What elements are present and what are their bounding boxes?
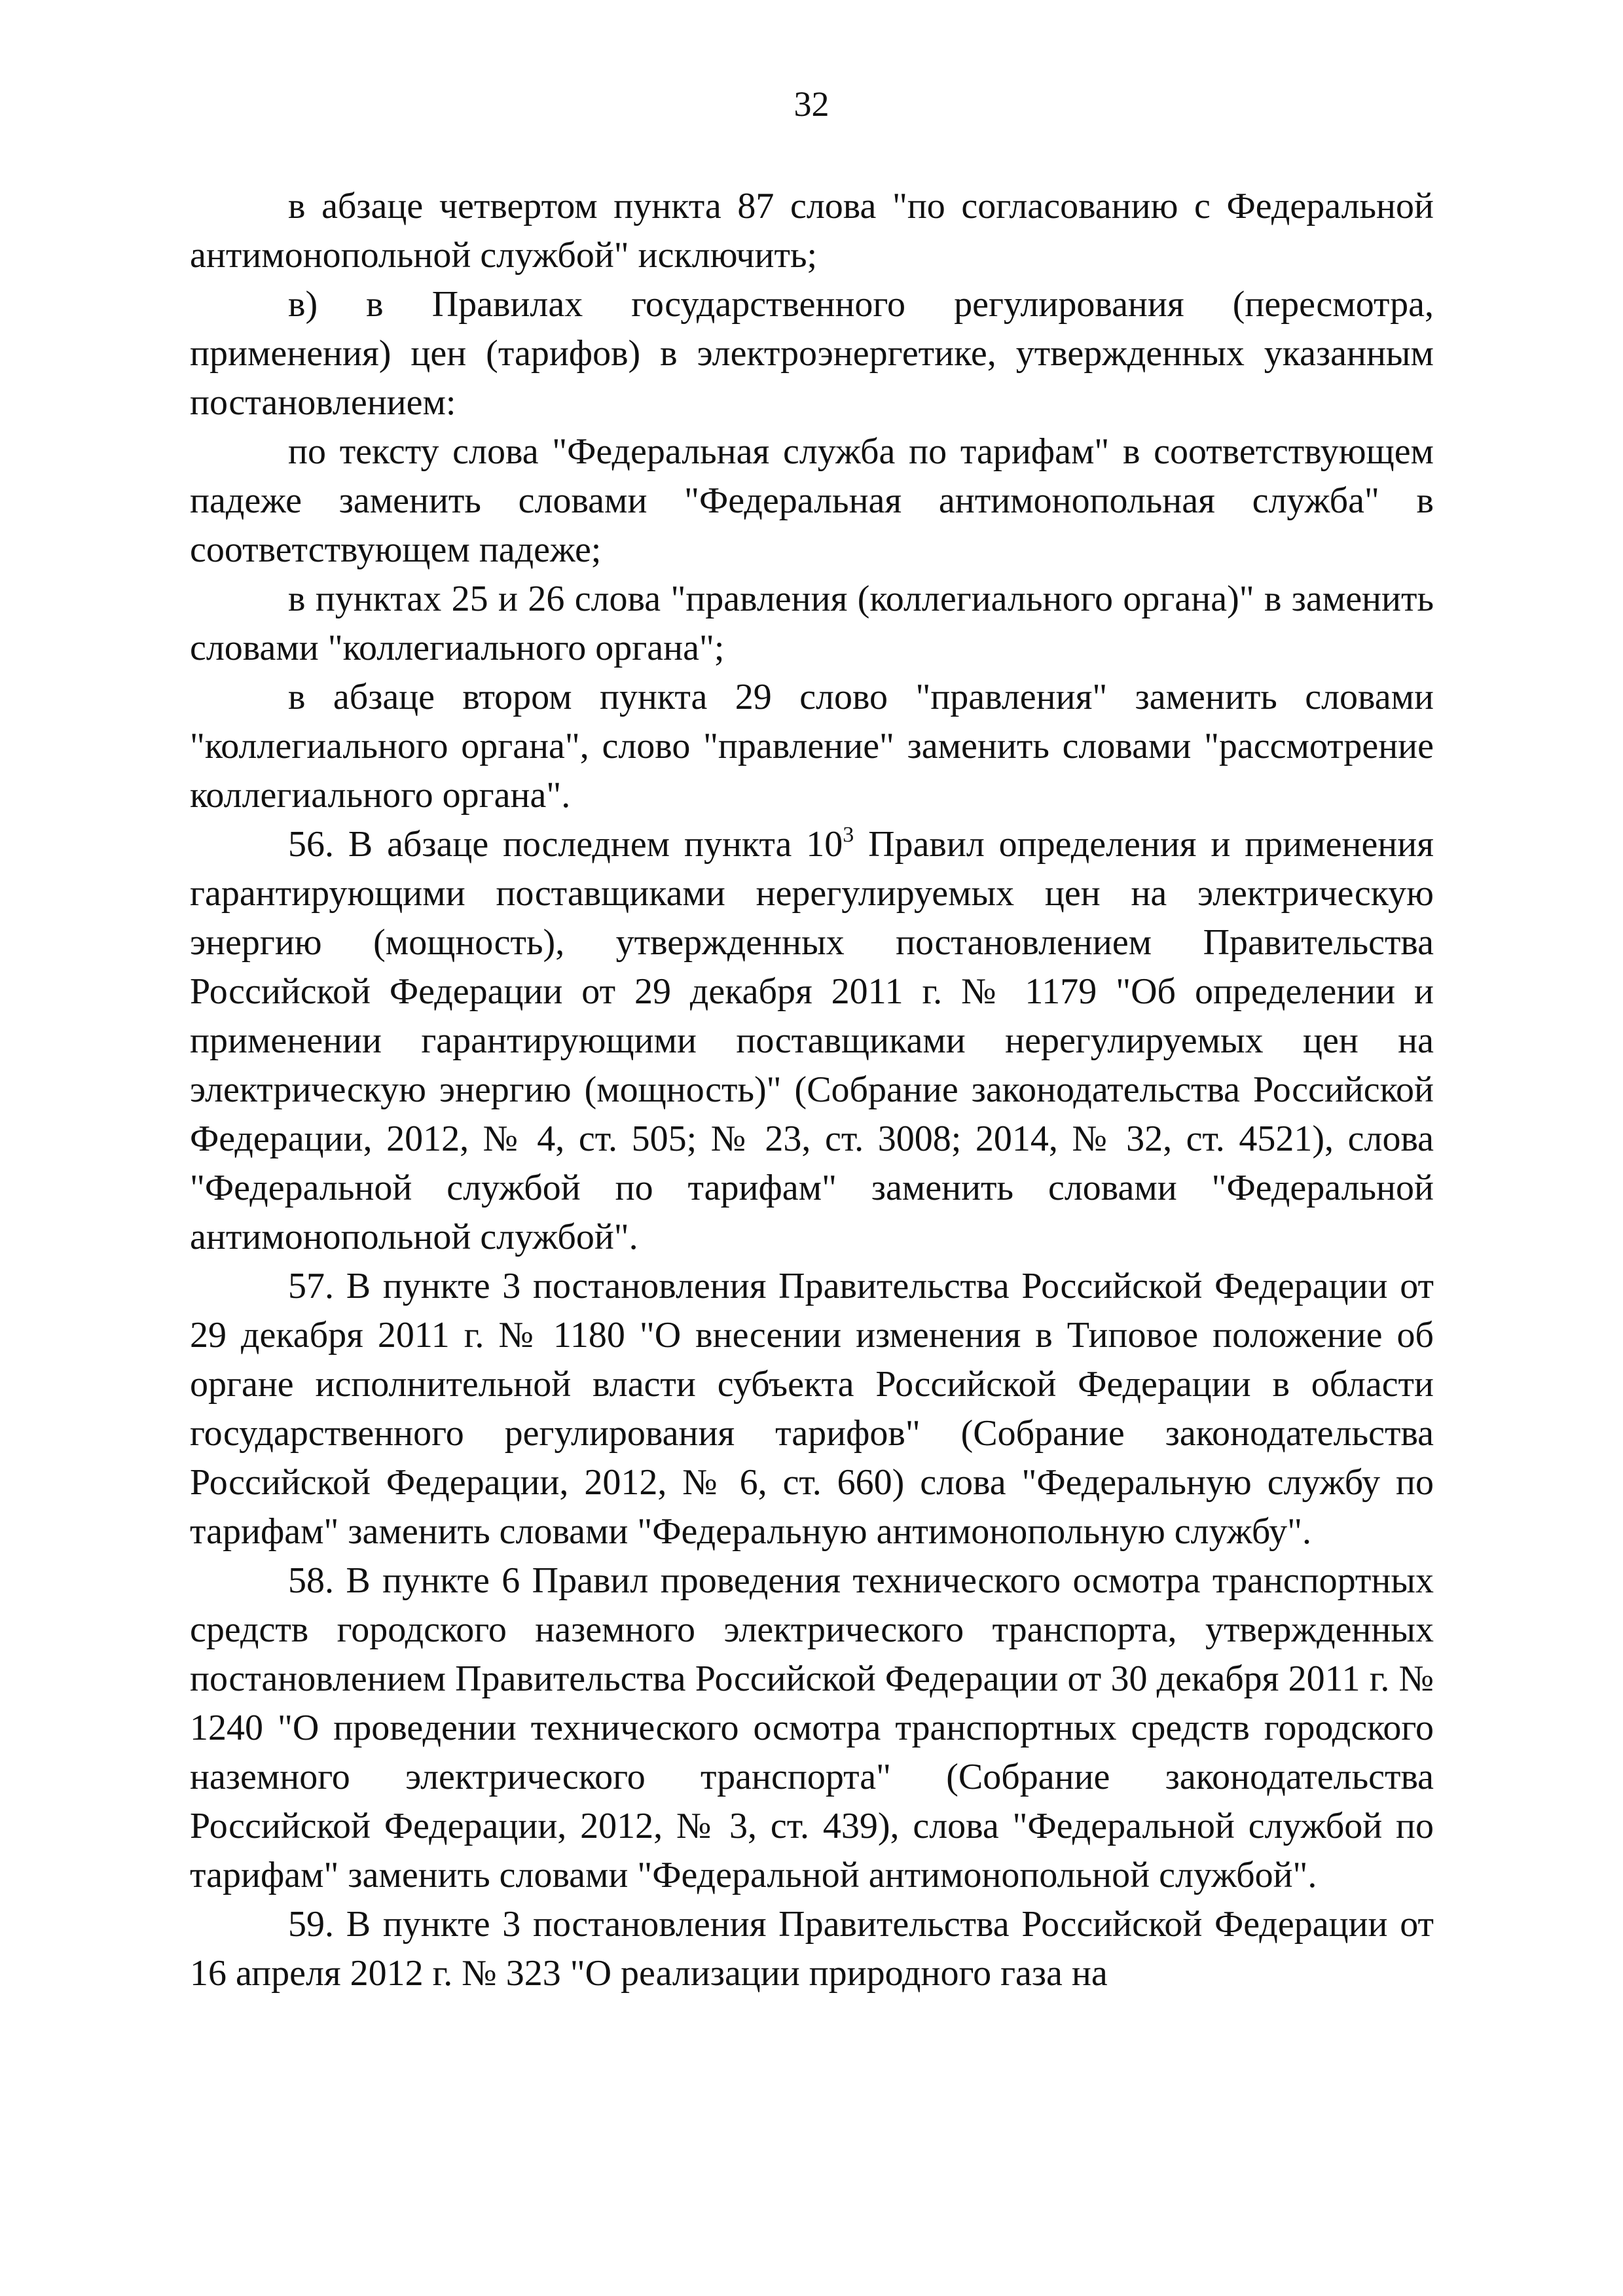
paragraph-87-clause: в абзаце четвертом пункта 87 слова "по согласованию с Федеральной антимонопольной службой" исключить;	[190, 186, 1434, 276]
paragraph-58: 58. В пункте 6 Правил проведения технического осмотра транспортных средств городского наземного электрического транспорта, утвержденных постановлением Правительства Российской Федерации от 30 декабря 2011 г. № 1240 "О проведении технического осмотра транспортных средств городского наземного электрического транспорта" (Собрание законодательства Российской Федерации, 2012, № 3, ст. 439), слова "Федеральной службой по тарифам" заменить словами "Федеральной антимонопольной службой".	[190, 1560, 1434, 1895]
paragraph-text-replacement: по тексту слова "Федеральная служба по тарифам" в соответствующем падеже заменить словами "Федеральная антимонопольная служба" в соответствующем падеже;	[190, 431, 1434, 570]
paragraph-point-29: в абзаце втором пункта 29 слово "правления" заменить словами "коллегиального органа", слово "правление" заменить словами "рассмотрение коллегиального органа".	[190, 677, 1434, 816]
paragraph-59: 59. В пункте 3 постановления Правительства Российской Федерации от 16 апреля 2012 г. № 323 "О реализации природного газа на	[190, 1904, 1434, 1994]
document-body	[190, 182, 1434, 1998]
p56-rest-text: Правил определения и применения гарантирующими поставщиками нерегулируемых цен на электрическую энергию (мощность), утвержденных постановлением Правительства Российской Федерации от 29 декабря 2011 г. № 1179 "Об определении и применении гарантирующими поставщиками нерегулируемых цен на электрическую энергию (мощность)" (Собрание законодательства Российской Федерации, 2012, № 4, ст. 505; № 23, ст. 3008; 2014, № 32, ст. 4521), слова "Федеральной службой по тарифам" заменить словами "Федеральной антимонопольной службой".	[190, 824, 1434, 1257]
page-number: 32	[793, 84, 830, 124]
paragraph-subclause-v: в) в Правилах государственного регулирования (пересмотра, применения) цен (тарифов) в электроэнергетике, утвержденных указанным постановлением:	[190, 284, 1434, 423]
p56-lead-text: 56. В абзаце последнем пункта 10	[288, 824, 843, 865]
p56-superscript: 3	[843, 823, 854, 847]
paragraph-57: 57. В пункте 3 постановления Правительства Российской Федерации от 29 декабря 2011 г. № 1180 "О внесении изменения в Типовое положение об органе исполнительной власти субъекта Российской Федерации в области государственного регулирования тарифов" (Собрание законодательства Российской Федерации, 2012, № 6, ст. 660) слова "Федеральную службу по тарифам" заменить словами "Федеральную антимонопольную службу".	[190, 1266, 1434, 1552]
paragraph-56	[190, 820, 1434, 1262]
paragraph-points-25-26: в пунктах 25 и 26 слова "правления (коллегиального органа)" в заменить словами "коллегиального органа";	[190, 579, 1434, 668]
